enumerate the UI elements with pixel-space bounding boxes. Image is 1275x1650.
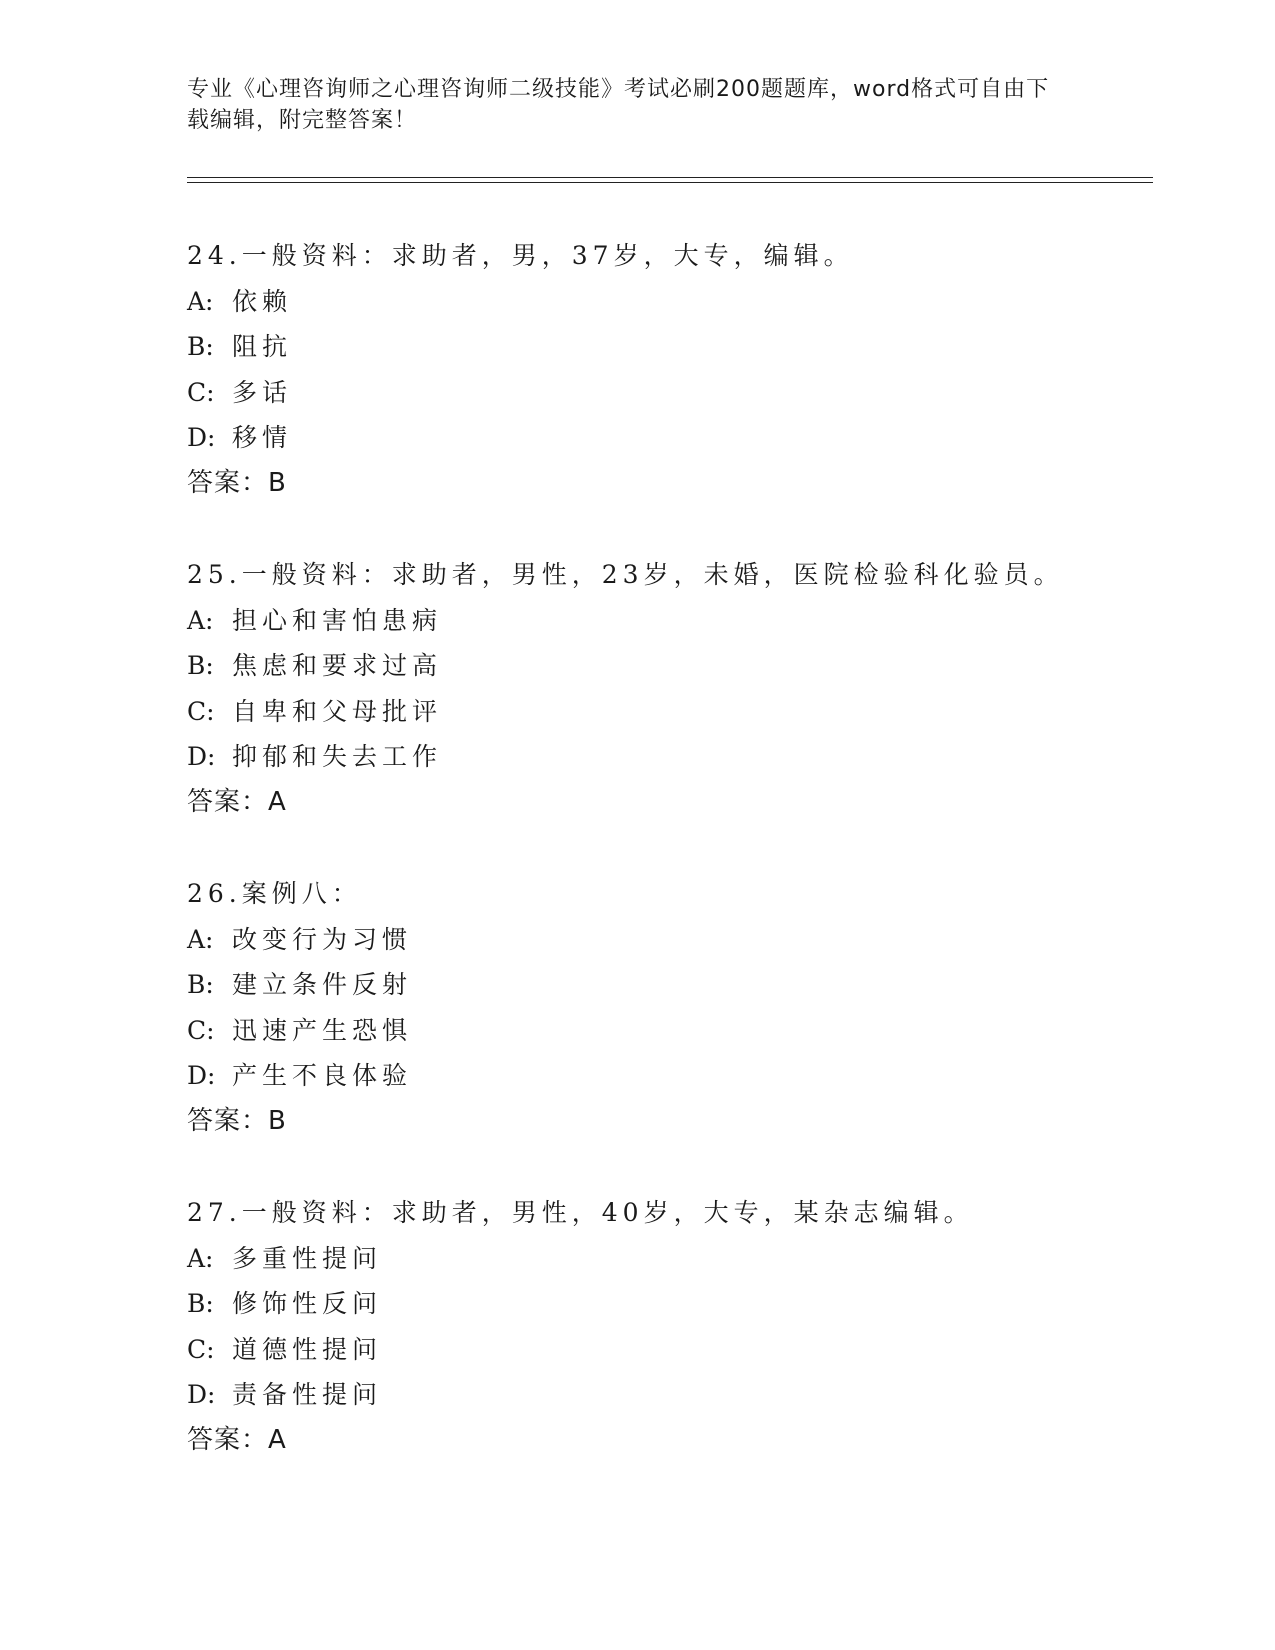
question-24 xyxy=(187,233,1147,506)
question-25 xyxy=(187,552,1147,825)
option-text: 建立条件反射 xyxy=(232,970,413,999)
option-d xyxy=(187,734,1147,780)
question-27 xyxy=(187,1190,1147,1463)
option-a xyxy=(187,598,1147,644)
answer-line: 答案：B xyxy=(187,467,287,498)
document-header: 专业《心理咨询师之心理咨询师二级技能》考试必刷200题题库，word格式可自由下载编辑，附完整答案！ xyxy=(187,77,1050,133)
option-text: 移情 xyxy=(232,423,293,452)
question-26 xyxy=(187,871,1147,1144)
option-letter: A: xyxy=(187,286,214,316)
option-text: 多话 xyxy=(232,377,293,407)
question-stem: 25.一般资料：求助者，男性，23岁，未婚，医院检验科化验员。 xyxy=(187,560,1064,589)
option-text: 自卑和父母批评 xyxy=(232,696,443,726)
question-stem: 24.一般资料：求助者，男，37岁，大专，编辑。 xyxy=(187,241,854,270)
option-letter: B: xyxy=(187,1289,214,1318)
option-text: 阻抗 xyxy=(232,332,293,361)
header-divider-top xyxy=(187,177,1153,178)
option-letter: D: xyxy=(187,742,216,771)
option-d xyxy=(187,415,1147,461)
option-text: 责备性提问 xyxy=(232,1380,383,1409)
option-text: 抑郁和失去工作 xyxy=(232,742,443,771)
option-letter: A: xyxy=(187,924,214,954)
option-letter: D: xyxy=(187,1380,216,1409)
option-text: 依赖 xyxy=(232,286,293,316)
option-letter: B: xyxy=(187,970,214,999)
option-a xyxy=(187,279,1147,325)
option-text: 修饰性反问 xyxy=(232,1289,383,1318)
answer-line: 答案：B xyxy=(187,1105,287,1136)
option-c xyxy=(187,1008,1147,1054)
option-letter: D: xyxy=(187,1061,216,1090)
option-b xyxy=(187,643,1147,689)
option-c xyxy=(187,370,1147,416)
question-stem: 26.案例八： xyxy=(187,879,362,908)
option-d xyxy=(187,1372,1147,1418)
option-letter: B: xyxy=(187,332,214,361)
option-letter: C: xyxy=(187,377,215,407)
option-c xyxy=(187,689,1147,735)
option-text: 迅速产生恐惧 xyxy=(232,1015,413,1045)
option-b xyxy=(187,1281,1147,1327)
option-a xyxy=(187,1236,1147,1282)
option-letter: B: xyxy=(187,651,214,680)
option-letter: A: xyxy=(187,1243,214,1273)
option-b xyxy=(187,962,1147,1008)
option-letter: C: xyxy=(187,1334,215,1364)
option-letter: C: xyxy=(187,696,215,726)
option-text: 焦虑和要求过高 xyxy=(232,651,443,680)
option-b xyxy=(187,324,1147,370)
option-a xyxy=(187,917,1147,963)
answer-line: 答案：A xyxy=(187,786,287,817)
answer-line: 答案：A xyxy=(187,1424,287,1455)
option-text: 改变行为习惯 xyxy=(232,924,413,954)
option-c xyxy=(187,1327,1147,1373)
option-letter: C: xyxy=(187,1015,215,1045)
option-d xyxy=(187,1053,1147,1099)
option-text: 担心和害怕患病 xyxy=(232,605,443,635)
question-stem: 27.一般资料：求助者，男性，40岁，大专，某杂志编辑。 xyxy=(187,1198,974,1227)
option-text: 多重性提问 xyxy=(232,1243,383,1273)
option-text: 产生不良体验 xyxy=(232,1061,413,1090)
option-letter: A: xyxy=(187,605,214,635)
header-divider-bottom xyxy=(187,182,1153,183)
option-letter: D: xyxy=(187,423,216,452)
option-text: 道德性提问 xyxy=(232,1334,383,1364)
